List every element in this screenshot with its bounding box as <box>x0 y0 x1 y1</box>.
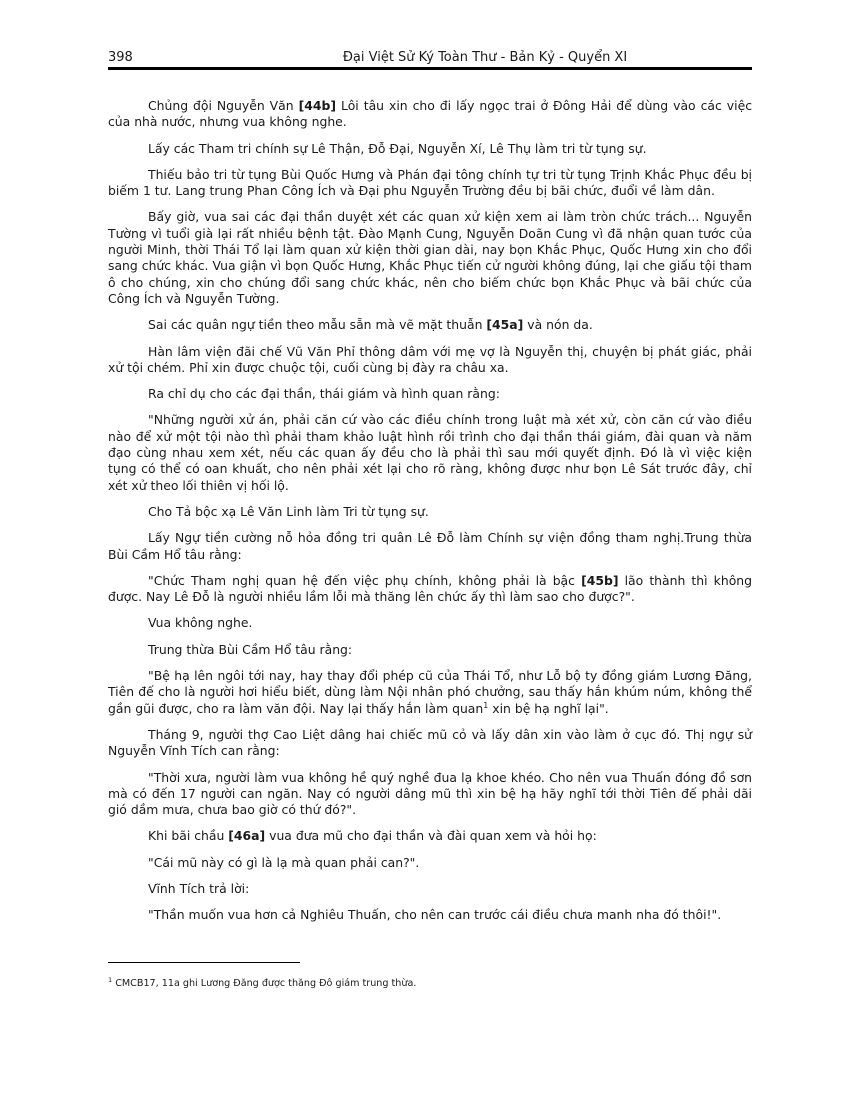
paragraph <box>108 615 752 631</box>
paragraph <box>108 668 752 717</box>
paragraph-text: Khi bãi chầu <box>148 828 229 844</box>
paragraph <box>108 530 752 563</box>
footnote-rule <box>108 962 300 963</box>
paragraph-text: Tháng 9, người thợ Cao Liệt dâng hai chiếc mũ cỏ và lấy dân xin vào làm ở cục đó. Thị ngự sử Nguyễn Vĩnh Tích can rằng: <box>108 726 752 759</box>
paragraph-text: "Những người xử án, phải căn cứ vào các điều chính trong luật mà xét xử, còn căn cứ vào điều nào để xử một tội nào thì phải tham khảo luật hình rồi trình cho đại thần thái giám, đài quan và năm đạo cùng nhau xem xét, nếu các quan ấy đều cho là phải thì sau mới quyết định. Đó là vì việc kiện tụng có thể có oan khuất, cho nên phải xét lại cho rõ ràng, không được như bọn Lê Sát trước đây, chỉ xét xử theo lối thiên vị hối lộ. <box>108 412 752 493</box>
paragraph-text: Ra chỉ dụ cho các đại thần, thái giám và hình quan rằng: <box>148 386 500 402</box>
folio-marker: [45a] <box>486 317 524 333</box>
paragraph <box>108 412 752 493</box>
paragraph <box>108 907 752 923</box>
paragraph <box>108 727 752 760</box>
paragraph-text: xin bệ hạ nghĩ lại". <box>488 700 609 716</box>
paragraph <box>108 167 752 200</box>
paragraph <box>108 573 752 606</box>
paragraph-text: Lôi tâu xin cho đi lấy ngọc trai ở Đông Hải để dùng vào các việc của nhà nước, nhưng vua không nghe. <box>108 98 753 130</box>
paragraph-text: và nón da. <box>523 317 593 333</box>
folio-marker: [46a] <box>228 828 266 844</box>
paragraph-text: Hàn lâm viện đãi chế Vũ Văn Phỉ thông dâm với mẹ vợ là Nguyễn thị, chuyện bị phát giác, phải xử tội chém. Phỉ xin được chuộc tội, cuối cùng bị đày ra châu xa. <box>108 343 752 375</box>
paragraph <box>108 504 752 520</box>
paragraph-text: Thiếu bảo tri từ tụng Bùi Quốc Hưng và Phán đại tông chính tự tri từ tụng Trịnh Khắc Phục đều bị biếm 1 tư. Lang trung Phan Công Ích và Đại phu Nguyễn Trường đều bị bãi chức, đuổi về làm dân. <box>108 166 752 199</box>
paragraph-text: "Thời xưa, người làm vua không hề quý nghề đua lạ khoe khéo. Cho nên vua Thuấn đóng đồ sơn mà có đến 17 người can ngăn. Nay có người dâng mũ thì xin bệ hạ hãy nghĩ tới thời Tiên đế phải dãi gió dầm mưa, chưa bao giờ có thứ đó?". <box>108 769 752 818</box>
paragraph <box>108 141 752 157</box>
paragraph-text: "Thần muốn vua hơn cả Nghiêu Thuấn, cho nên can trước cái điều chưa manh nha đó thôi!". <box>148 907 722 923</box>
header-rule <box>108 67 752 70</box>
paragraph <box>108 855 752 871</box>
footnote-text: CMCB17, 11a ghi Lương Đăng được thăng Đô giám trung thừa. <box>112 978 417 989</box>
paragraph <box>108 98 752 131</box>
paragraph-text: Trung thừa Bùi Cầm Hổ tâu rằng: <box>148 641 353 657</box>
paragraph-text: "Cái mũ này có gì là lạ mà quan phải can?". <box>148 854 420 870</box>
paragraph-text: Vua không nghe. <box>148 615 253 631</box>
paragraph <box>108 770 752 819</box>
paragraph-text: Vĩnh Tích trả lời: <box>148 880 250 896</box>
folio-marker: [44b] <box>298 98 337 113</box>
paragraph <box>108 209 752 307</box>
paragraph-text: Sai các quân ngự tiền theo mẫu sẵn mà vẽ mặt thuẫn <box>148 317 487 333</box>
paragraph-text: "Bệ hạ lên ngôi tới nay, hay thay đổi phép cũ của Thái Tổ, như Lỗ bộ ty đồng giám Lương Đăng, Tiên đế cho là người hơi hiểu biết, dùng làm Nội nhân phó chưởng, sau thấy hắn khúm núm, không thể gần gũi được, cho ra làm văn đội. Nay lại thấy hắn làm quan <box>108 668 752 716</box>
footnote <box>108 975 752 990</box>
paragraph-text: lão thành thì không được. Nay Lê Đỗ là người nhiều lầm lỗi mà thăng lên chức ấy thì làm sao cho được?". <box>108 572 752 605</box>
paragraph-text: Lấy Ngự tiền cường nỗ hỏa đồng tri quân Lê Đỗ làm Chính sự viện đồng tham nghị.Trung thừa Bùi Cầm Hổ tâu rằng: <box>108 530 752 562</box>
running-title: Đại Việt Sử Ký Toàn Thư - Bản Kỷ - Quyển XI <box>342 50 628 65</box>
paragraph-text: Cho Tả bộc xạ Lê Văn Linh làm Tri từ tụng sự. <box>148 503 429 519</box>
paragraph <box>108 317 752 333</box>
paragraph-text: Lấy các Tham tri chính sự Lê Thận, Đỗ Đại, Nguyễn Xí, Lê Thụ làm tri từ tụng sự. <box>148 140 647 156</box>
paragraph-text: Chủng đội Nguyễn Văn <box>148 98 299 113</box>
paragraph-text: Bấy giờ, vua sai các đại thần duyệt xét các quan xử kiện xem ai làm tròn chức trách... Nguyễn Tường vì tuổi già lại rất nhiều bệnh tật. Đào Mạnh Cung, Nguyễn Doãn Cung vì đã nhận quan tước của người Minh, thời Thái Tổ lại làm quan xử kiện thời gian dài, nay bọn Khắc Phục, Quốc Hưng xin cho đổi sang chức khác. Vua giận vì bọn Quốc Hưng, Khắc Phục tiến cử người không đúng, lại che giấu tội tham ô cho chúng, xin cho chúng đổi sang chức khác, nên cho biếm chức bọn Khắc Phục và bãi chức của Công Ích và Nguyễn Tường. <box>108 209 752 306</box>
footnote-reference: 1 <box>483 700 489 710</box>
paragraph <box>108 642 752 658</box>
paragraph <box>108 828 752 844</box>
footnote-marker: 1 <box>108 975 113 984</box>
paragraph <box>108 881 752 897</box>
paragraph <box>108 344 752 377</box>
paragraph-text: "Chức Tham nghị quan hệ đến việc phụ chính, không phải là bậc <box>148 572 582 588</box>
page-number: 398 <box>108 50 133 65</box>
folio-marker: [45b] <box>581 572 619 588</box>
body-text <box>108 98 752 934</box>
paragraph-text: vua đưa mũ cho đại thần và đài quan xem và hỏi họ: <box>265 828 597 844</box>
paragraph <box>108 386 752 402</box>
